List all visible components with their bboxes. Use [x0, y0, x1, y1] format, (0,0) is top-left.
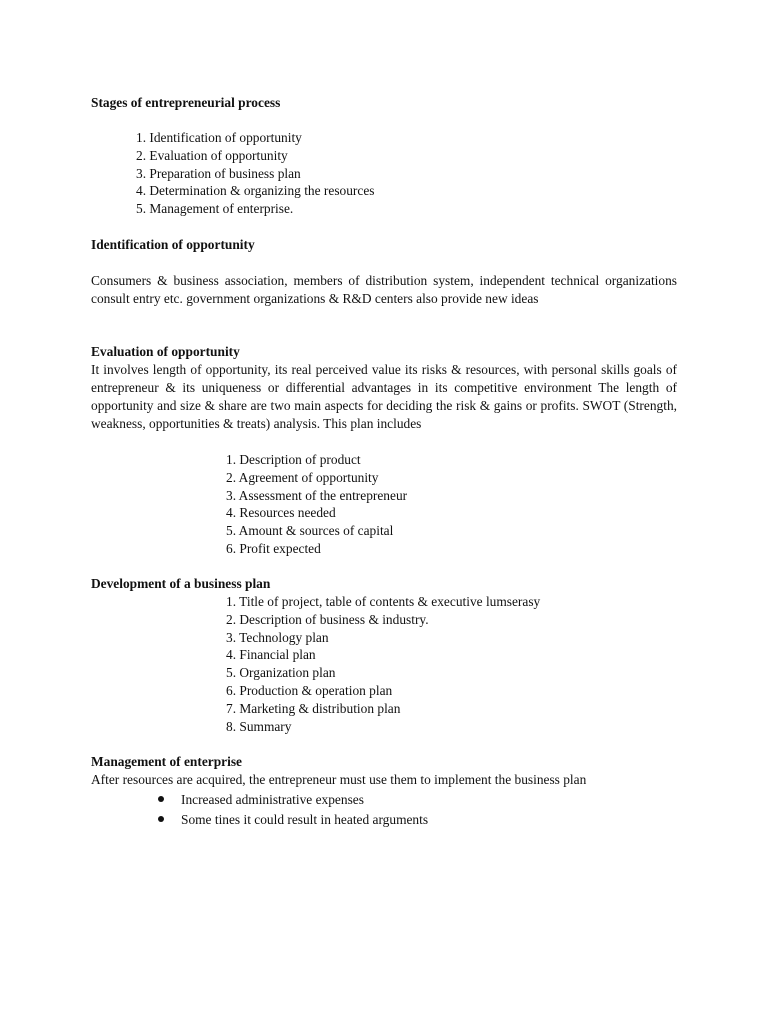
development-heading: Development of a business plan [91, 576, 271, 591]
list-item: 4. Financial plan [226, 647, 316, 663]
list-item: 2. Agreement of opportunity [226, 469, 379, 485]
list-item: 3. Preparation of business plan [136, 165, 301, 181]
list-item: 5. Amount & sources of capital [226, 523, 394, 539]
evaluation-paragraph: It involves length of opportunity, its real perceived value its risks & resources, with personal skills goals of entrepreneur & its uniqueness or differential advantages in its competitive environment The length of opportunity and size & share are two main aspects for deciding the risk & gains or profits. SWOT (Strength, weakness, opportunities & treats) analysis. This plan includes [91, 362, 677, 431]
list-item: 4. Resources needed [226, 505, 336, 521]
management-bullets [158, 790, 428, 829]
development-list [226, 593, 540, 735]
bullet-icon [158, 796, 164, 802]
evaluation-heading: Evaluation of opportunity [91, 344, 240, 359]
bullet-text: Some tines it could result in heated arguments [181, 811, 429, 827]
list-item: 5. Management of enterprise. [136, 201, 294, 217]
list-item: 3. Technology plan [226, 629, 329, 645]
list-item: 6. Production & operation plan [226, 682, 393, 698]
list-item: 2. Evaluation of opportunity [136, 147, 288, 163]
list-item [158, 790, 428, 810]
list-item: 2. Description of business & industry. [226, 611, 429, 627]
list-item: 6. Profit expected [226, 540, 321, 556]
list-item: 8. Summary [226, 718, 292, 734]
list-item: 1. Description of product [226, 452, 361, 467]
list-item: 1. Title of project, table of contents & executive lumserasy [226, 594, 541, 609]
evaluation-list [226, 451, 407, 558]
list-item [158, 810, 428, 830]
list-item: 4. Determination & organizing the resources [136, 183, 375, 199]
list-item: 7. Marketing & distribution plan [226, 700, 401, 716]
identification-paragraph: Consumers & business association, members of distribution system, independent technical organizations consult entry etc. government organizations & R&D centers also provide new ideas [91, 273, 677, 306]
identification-heading: Identification of opportunity [91, 237, 255, 252]
bullet-text: Increased administrative expenses [181, 792, 364, 807]
document-title: Stages of entrepreneurial process [91, 95, 281, 110]
list-item: 5. Organization plan [226, 665, 336, 681]
bullet-icon [158, 816, 164, 822]
stages-list [136, 129, 374, 218]
list-item: 1. Identification of opportunity [136, 130, 302, 145]
management-heading: Management of enterprise [91, 754, 242, 769]
management-paragraph: After resources are acquired, the entrepreneur must use them to implement the business plan [91, 772, 587, 787]
list-item: 3. Assessment of the entrepreneur [226, 487, 408, 503]
